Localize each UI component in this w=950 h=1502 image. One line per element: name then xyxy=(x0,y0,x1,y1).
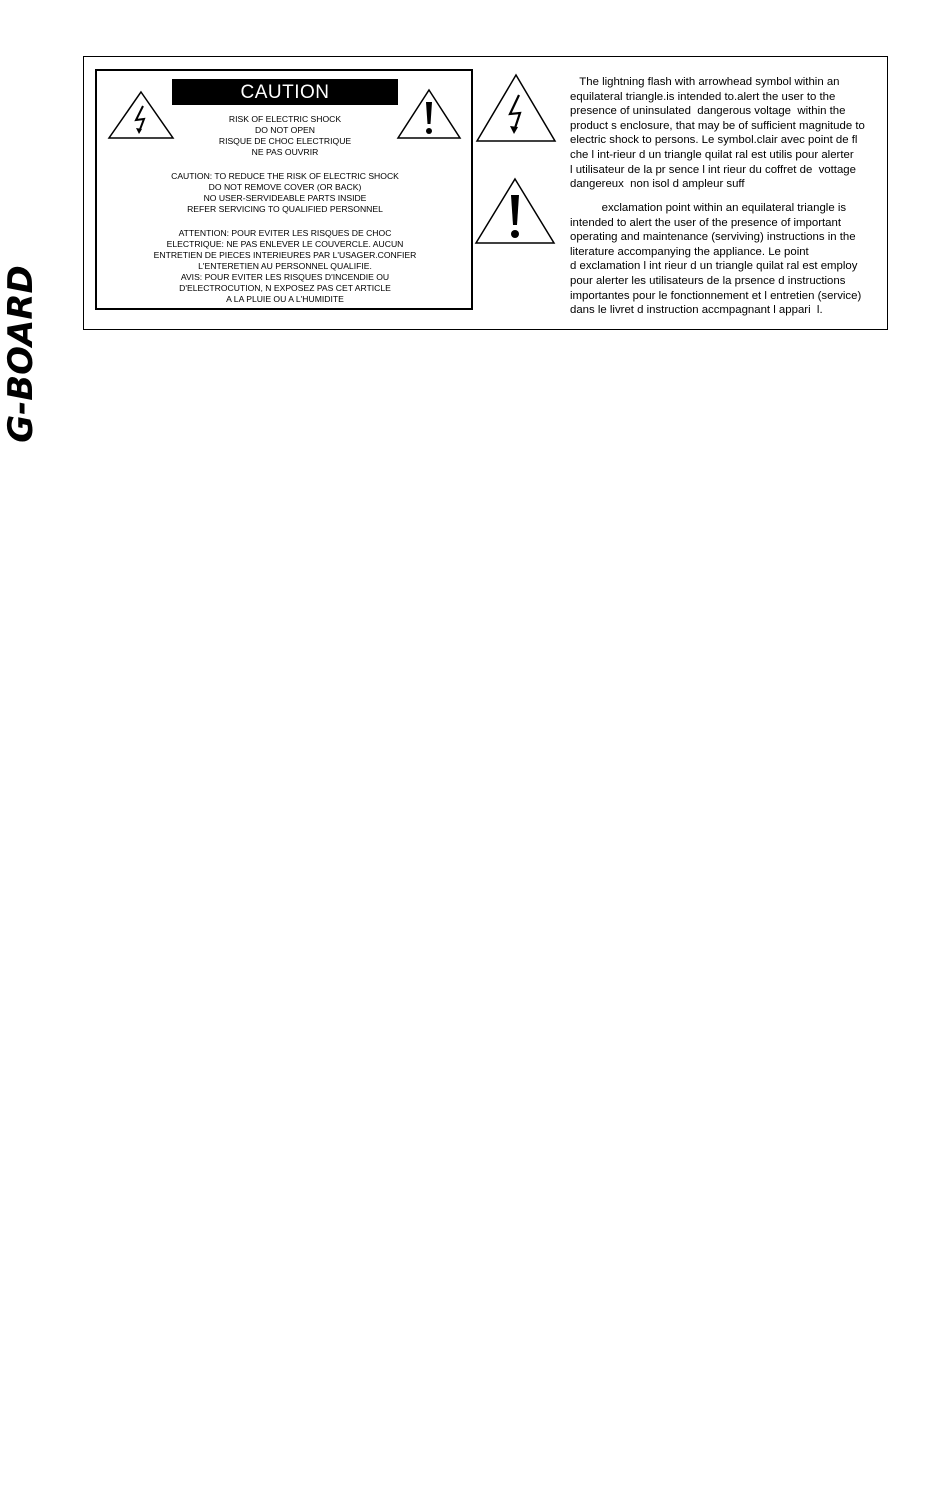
label-line: AVIS: POUR EVITER LES RISQUES D'INCENDIE OU xyxy=(180,272,390,282)
label-block-1 xyxy=(140,114,430,158)
label-line: DO NOT OPEN xyxy=(254,125,315,135)
explanation-line: equilateral triangle.is intended to.alert the user to the xyxy=(570,90,836,103)
explanation-line: importantes pour le fonctionnement et l entretien (service) xyxy=(570,289,862,302)
label-block-2 xyxy=(140,171,430,215)
label-line: RISK OF ELECTRIC SHOCK xyxy=(228,114,342,124)
explanation-line: literature accompanying the appliance. Le point xyxy=(570,245,809,258)
g-board-logo xyxy=(1,226,41,482)
label-line: REFER SERVICING TO QUALIFIED PERSONNEL xyxy=(187,204,383,214)
explanation-line: electric shock to persons. Le symbol.clair avec point de fl xyxy=(570,134,858,147)
label-line: RISQUE DE CHOC ELECTRIQUE xyxy=(218,136,352,146)
label-block-3 xyxy=(140,228,430,305)
explanation-line: intended to alert the user of the presence of important xyxy=(570,216,842,229)
label-line: CAUTION: TO REDUCE THE RISK OF ELECTRIC SHOCK xyxy=(171,171,399,181)
caution-title: CAUTION xyxy=(172,79,398,105)
explanation-line: d exclamation l int rieur d un triangle quilat ral est employ xyxy=(570,260,858,273)
explanation-line: operating and maintenance (serviving) instructions in the xyxy=(570,231,856,244)
lightning-symbol-icon xyxy=(475,73,557,143)
exclamation-explanation xyxy=(570,201,890,318)
exclamation-symbol-icon xyxy=(474,177,556,245)
explanation-line: presence of uninsulated dangerous voltage within the xyxy=(570,105,846,118)
label-line: NE PAS OUVRIR xyxy=(251,147,319,157)
label-line: DO NOT REMOVE COVER (OR BACK) xyxy=(208,182,362,192)
explanation-line: pour alerter les utilisateurs de la prsence d instructions xyxy=(570,274,846,287)
label-line: A LA PLUIE OU A L'HUMIDITE xyxy=(226,294,344,304)
explanation-line: dans le livret d instruction accmpagnant l appari l. xyxy=(570,304,823,317)
explanation-line: l utilisateur de la pr sence l int rieur du coffret de vottage xyxy=(570,163,856,176)
explanation-line: The lightning flash with arrowhead symbol within an xyxy=(570,76,840,88)
lightning-explanation xyxy=(570,75,890,192)
label-line: NO USER-SERVIDEABLE PARTS INSIDE xyxy=(203,193,367,203)
label-line: ATTENTION: POUR EVITER LES RISQUES DE CHOC xyxy=(178,228,392,238)
label-line: ELECTRIQUE: NE PAS ENLEVER LE COUVERCLE. AUCUN xyxy=(166,239,404,249)
explanation-line: dangereux non isol d ampleur suff xyxy=(570,178,745,191)
label-line: ENTRETIEN DE PIECES INTERIEURES PAR L'USAGER.CONFIER xyxy=(153,250,417,260)
label-line: D'ELECTROCUTION, N EXPOSEZ PAS CET ARTICLE xyxy=(179,283,391,293)
explanation-line: che l int-rieur d un triangle quilat ral est utilis pour alerter xyxy=(570,148,854,161)
explanation-line: exclamation point within an equilateral triangle is xyxy=(570,202,847,214)
label-line: L'ENTERETIEN AU PERSONNEL QUALIFIE. xyxy=(198,261,372,271)
explanation-line: product s enclosure, that may be of sufficient magnitude to xyxy=(570,119,865,132)
g-board-logo-text: G-BOARD xyxy=(1,265,41,443)
